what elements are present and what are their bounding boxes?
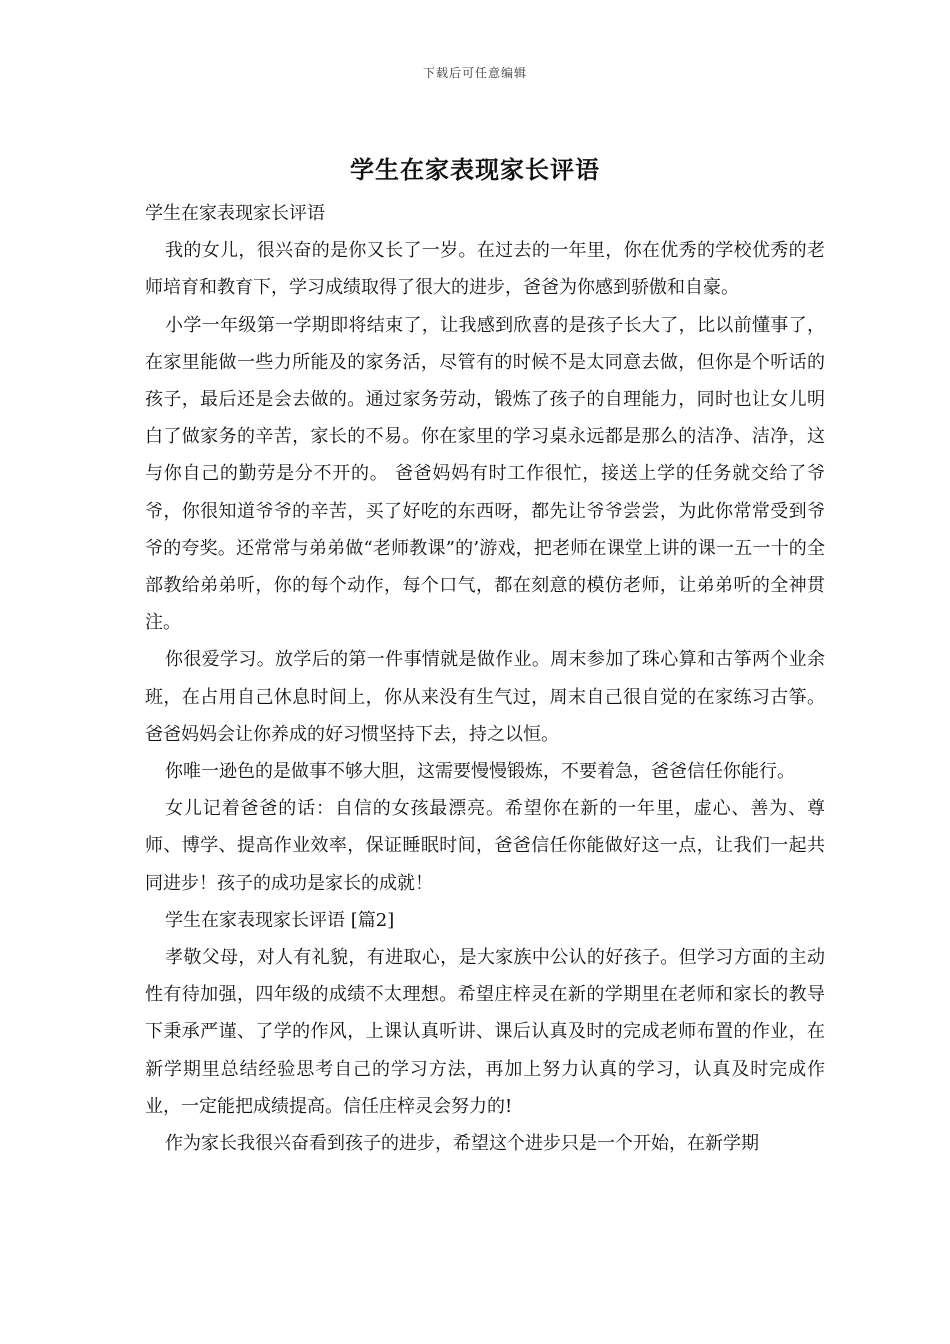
paragraph: 作为家长我很兴奋看到孩子的进步，希望这个进步只是一个开始，在新学期 — [165, 1133, 759, 1155]
paragraph: 女儿记着爸爸的话：自信的女孩最漂亮。希望你在新的一年里，虚心、善为、尊师、博学、提高作业效率，保证睡眠时间，爸爸信任你能做好这一点，让我们一起共同进步！孩子的成功是家长的成就！ — [145, 798, 825, 894]
subtitle-line: 学生在家表现家长评语 — [145, 203, 325, 224]
document-title: 学生在家表现家长评语 — [350, 155, 600, 184]
header-note: 下载后可任意编辑 — [422, 66, 527, 80]
paragraph: 我的女儿，很兴奋的是你又长了一岁。在过去的一年里，你在优秀的学校优秀的老师培育和教育下，学习成绩取得了很大的进步，爸爸为你感到骄傲和自豪。 — [145, 240, 825, 299]
section-heading: 学生在家表现家长评语 [篇2] — [165, 909, 395, 931]
paragraph: 孝敬父母，对人有礼貌，有进取心，是大家族中公认的好孩子。但学习方面的主动性有待加强，四年级的成绩不太理想。希望庄梓灵在新的学期里在老师和家长的教导下秉承严谨、了学的作风，上课认真听讲、课后认真及时的完成老师布置的作业，在新学期里总结经验思考自己的学习方法，再加上努力认真的学习，认真及时完成作业，一定能把成绩提高。信任庄梓灵会努力的! — [145, 947, 825, 1117]
paragraph: 你很爱学习。放学后的第一件事情就是做作业。周末参加了珠心算和古筝两个业余班，在占用自己休息时间上，你从来没有生气过，周末自己很自觉的在家练习古筝。爸爸妈妈会让你养成的好习惯坚持下去，持之以恒。 — [145, 649, 825, 745]
paragraph: 小学一年级第一学期即将结束了，让我感到欣喜的是孩子长大了，比以前懂事了，在家里能做一些力所能及的家务活，尽管有的时候不是太同意去做，但你是个听话的孩子，最后还是会去做的。通过家务劳动，锻炼了孩子的自理能力，同时也让女儿明白了做家务的辛苦，家长的不易。你在家里的学习桌永远都是那么的洁净、洁净，这与你自己的勤劳是分不开的。 爸爸妈妈有时工作很忙，接送上学的任务就交给了爷爷，你很知道爷爷的辛苦，买了好吃的东西呀，都先让爷爷尝尝，为此你常常受到爷爷的夸奖。还常常与弟弟做“老师教课”的’游戏，把老师在课堂上讲的课一五一十的全部教给弟弟听，你的每个动作，每个口气，都在刻意的模仿老师，让弟弟听的全神贯注。 — [145, 314, 825, 634]
paragraph: 你唯一逊色的是做事不够大胆，这需要慢慢锻炼，不要着急，爸爸信任你能行。 — [165, 761, 795, 783]
document-body — [145, 195, 825, 1162]
